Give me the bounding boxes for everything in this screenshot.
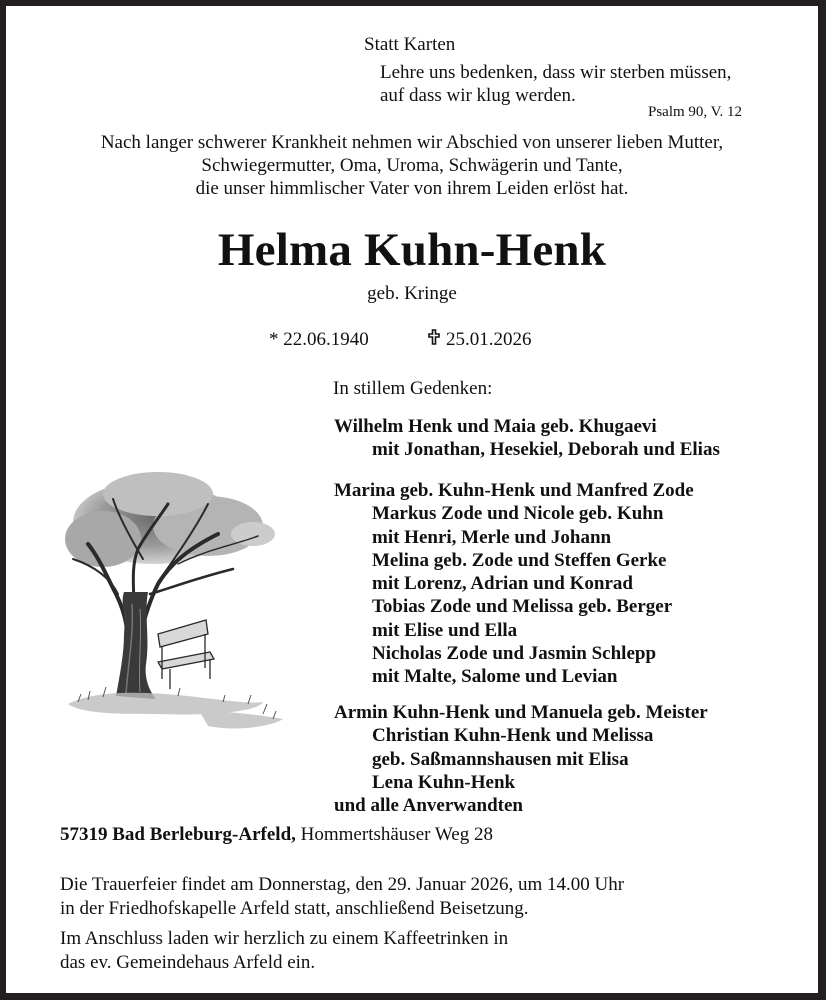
bible-verse-line: Lehre uns bedenken, dass wir sterben müssen, xyxy=(380,62,732,83)
birth-symbol: * xyxy=(269,329,279,350)
bible-verse-line: auf dass wir klug werden. xyxy=(380,85,576,106)
family-line: Armin Kuhn-Henk und Manuela geb. Meister xyxy=(334,702,708,723)
funeral-service-line: in der Friedhofskapelle Arfeld statt, anschließend Beisetzung. xyxy=(60,898,529,919)
invitation-line: Im Anschluss laden wir herzlich zu einem Kaffeetrinken in xyxy=(60,928,509,949)
family-line: Christian Kuhn-Henk und Melissa xyxy=(372,725,654,747)
family-line: mit Jonathan, Hesekiel, Deborah und Elias xyxy=(372,439,720,461)
address-city: 57319 Bad Berleburg-Arfeld, xyxy=(60,824,296,845)
tree-with-bench-illustration xyxy=(58,464,288,734)
family-group xyxy=(334,701,708,817)
family-line: Melina geb. Zode und Steffen Gerke xyxy=(372,549,667,571)
family-line: Tobias Zode und Melissa geb. Berger xyxy=(372,596,673,618)
family-line: mit Henri, Merle und Johann xyxy=(372,526,612,548)
maiden-name: geb. Kringe xyxy=(367,283,457,304)
address-street: Hommertshäuser Weg 28 xyxy=(295,824,493,845)
intro-line: Nach langer schwerer Krankheit nehmen wir Abschied von unserer lieben Mutter, xyxy=(100,132,724,153)
family-line: mit Elise und Ella xyxy=(372,619,518,641)
death-date-value: 25.01.2026 xyxy=(446,329,532,350)
mourners-heading: In stillem Gedenken: xyxy=(333,378,493,399)
family-line: und alle Anverwandten xyxy=(334,795,523,817)
family-line: Lena Kuhn-Henk xyxy=(372,771,516,793)
statt-karten-label: Statt Karten xyxy=(364,34,456,55)
birth-date xyxy=(269,328,369,352)
intro-line: die unser himmlischer Vater von ihrem Leiden erlöst hat. xyxy=(195,178,629,199)
family-group xyxy=(334,415,720,462)
family-line: mit Lorenz, Adrian und Konrad xyxy=(372,573,633,595)
family-group xyxy=(334,479,694,689)
obituary-notice xyxy=(6,6,818,993)
family-line: Nicholas Zode und Jasmin Schlepp xyxy=(372,643,657,665)
family-line: geb. Saßmannshausen mit Elisa xyxy=(372,748,629,770)
death-date xyxy=(428,328,532,352)
family-line: mit Malte, Salome und Levian xyxy=(372,666,618,688)
intro-line: Schwiegermutter, Oma, Uroma, Schwägerin und Tante, xyxy=(201,155,623,176)
verse-source: Psalm 90, V. 12 xyxy=(648,104,743,120)
invitation-line: das ev. Gemeindehaus Arfeld ein. xyxy=(60,952,316,973)
family-line: Marina geb. Kuhn-Henk und Manfred Zode xyxy=(334,480,694,501)
family-line: Markus Zode und Nicole geb. Kuhn xyxy=(372,503,664,525)
cross-icon xyxy=(428,328,440,352)
deceased-name: Helma Kuhn-Henk xyxy=(217,224,607,276)
funeral-service-line: Die Trauerfeier findet am Donnerstag, den 29. Januar 2026, um 14.00 Uhr xyxy=(60,874,625,895)
birth-date-value: 22.06.1940 xyxy=(283,329,369,350)
family-line: Wilhelm Henk und Maia geb. Khugaevi xyxy=(334,416,657,437)
family-address xyxy=(60,823,493,847)
